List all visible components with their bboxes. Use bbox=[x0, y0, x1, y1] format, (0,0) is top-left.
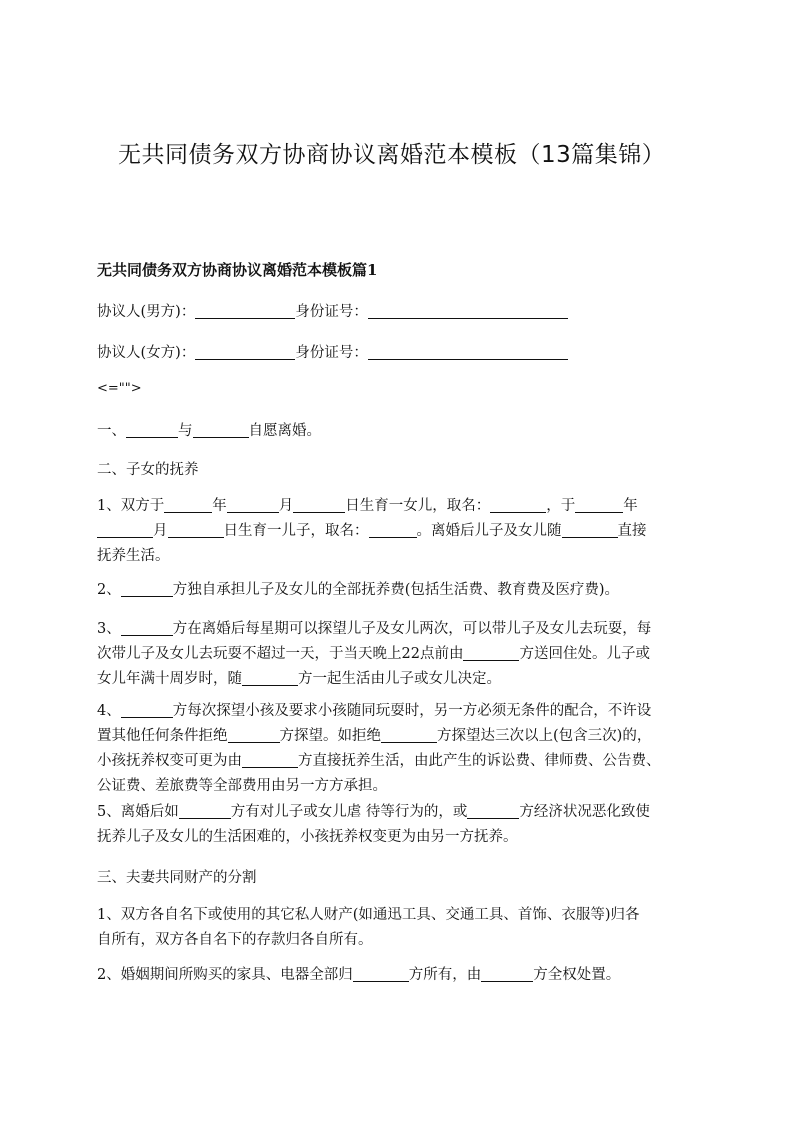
party-female-name-blank bbox=[195, 344, 295, 360]
blank bbox=[126, 422, 178, 438]
text: 方探望。如拒绝 bbox=[279, 728, 381, 744]
section-title: 无共同债务双方协商协议离婚范本模板篇1 bbox=[97, 261, 378, 279]
item-1 bbox=[97, 419, 709, 444]
blank bbox=[369, 522, 417, 538]
party-male-id-label: 身份证号： bbox=[295, 304, 368, 320]
clause-3-line-1 bbox=[97, 617, 709, 642]
party-female-id-label: 身份证号： bbox=[295, 345, 368, 361]
blank bbox=[575, 497, 623, 513]
party-female-label: 协议人(女方)： bbox=[97, 345, 196, 361]
property-1-line-2: 自所有，双方各自名下的存款归各自所有。 bbox=[97, 932, 373, 948]
text: 月 bbox=[278, 498, 294, 514]
text: 方在离婚后每星期可以探望儿子及女儿两次，可以带儿子及女儿去玩耍，每 bbox=[172, 621, 652, 637]
clause-3 bbox=[97, 617, 709, 692]
blank bbox=[121, 620, 173, 636]
clause-5 bbox=[97, 800, 709, 850]
blank bbox=[227, 497, 279, 513]
blank bbox=[97, 522, 153, 538]
text: 方有对儿子或女儿虐 待等行为的，或 bbox=[230, 804, 468, 820]
text: 5、离婚后如 bbox=[97, 804, 179, 820]
blank bbox=[467, 803, 519, 819]
clause-2 bbox=[97, 578, 709, 603]
text: 女儿年满十周岁时，随 bbox=[97, 671, 242, 687]
property-1 bbox=[97, 903, 709, 953]
item-1-mid: 与 bbox=[178, 423, 193, 439]
item-1-suffix: 自愿离婚。 bbox=[248, 423, 321, 439]
text: 次带儿子及女儿去玩耍不超过一天，于当天晚上22点前由 bbox=[97, 646, 464, 662]
clause-3-line-2 bbox=[97, 642, 709, 667]
clause-3-line-3 bbox=[97, 667, 709, 692]
text: 方全权处置。 bbox=[533, 967, 621, 983]
property-1-line-1: 1、双方各自名下或使用的其它私人财产(如通迅工具、交通工具、首饰、衣服等)归各 bbox=[97, 907, 640, 923]
party-male-id-blank bbox=[368, 303, 568, 319]
text: 直接 bbox=[617, 523, 647, 539]
blank bbox=[242, 670, 298, 686]
text: 方送回住处。儿子或 bbox=[519, 646, 650, 662]
text: 。离婚后儿子及女儿随 bbox=[416, 523, 562, 539]
blank bbox=[490, 497, 546, 513]
blank bbox=[193, 422, 249, 438]
text: 方一起生活由儿子或女儿决定。 bbox=[298, 671, 501, 687]
clause-1 bbox=[97, 494, 709, 569]
text: 年 bbox=[212, 498, 227, 514]
blank bbox=[381, 727, 437, 743]
clause-1-line-3: 抚养生活。 bbox=[97, 548, 170, 564]
text: 4、 bbox=[97, 703, 121, 719]
stray-markup: <=""> bbox=[97, 381, 142, 396]
clause-4-line-1 bbox=[97, 699, 709, 724]
clause-4 bbox=[97, 699, 709, 799]
blank bbox=[463, 645, 519, 661]
text: 3、 bbox=[97, 621, 121, 637]
clause-5-line-2: 抚养儿子及女儿的生活困难的，小孩抚养权变更为由另一方抚养。 bbox=[97, 829, 518, 845]
blank bbox=[121, 702, 173, 718]
blank bbox=[293, 497, 345, 513]
blank bbox=[179, 803, 231, 819]
text: 方每次探望小孩及要求小孩随同玩耍时，另一方必须无条件的配合，不许设 bbox=[172, 703, 652, 719]
party-female-line bbox=[97, 341, 709, 366]
clause-4-line-4: 公证费、差旅费等全部费用由另一方方承担。 bbox=[97, 778, 387, 794]
text: 2、婚姻期间所购买的家具、电器全部归 bbox=[97, 967, 353, 983]
text: 年 bbox=[623, 498, 638, 514]
clause-5-line-1 bbox=[97, 800, 709, 825]
text: 1、双方于 bbox=[97, 498, 165, 514]
blank bbox=[562, 522, 618, 538]
blank bbox=[228, 727, 280, 743]
heading-3: 三、夫妻共同财产的分割 bbox=[97, 870, 257, 886]
property-2 bbox=[97, 963, 709, 988]
blank bbox=[353, 966, 409, 982]
item-1-prefix: 一、 bbox=[97, 423, 126, 439]
text: 方经济状况恶化致使 bbox=[519, 804, 650, 820]
text: 日生育一儿子，取名： bbox=[223, 523, 369, 539]
text: 月 bbox=[153, 523, 168, 539]
text: 方所有，由 bbox=[408, 967, 482, 983]
text: 方独自承担儿子及女儿的全部抚养费(包括生活费、教育费及医疗费)。 bbox=[172, 582, 620, 598]
party-male-line bbox=[97, 300, 709, 325]
clause-1-line-1 bbox=[97, 494, 709, 519]
text: 2、 bbox=[97, 582, 121, 598]
text: 方直接抚养生活，由此产生的诉讼费、律师费、公告费、 bbox=[298, 753, 661, 769]
party-female-id-blank bbox=[368, 344, 568, 360]
blank bbox=[242, 752, 298, 768]
clause-1-line-2 bbox=[97, 519, 709, 544]
document-title: 无共同债务双方协商协议离婚范本模板（13篇集锦） bbox=[118, 142, 666, 168]
blank bbox=[481, 966, 533, 982]
text: ，于 bbox=[546, 498, 576, 514]
text: 置其他任何条件拒绝 bbox=[97, 728, 228, 744]
blank bbox=[168, 522, 224, 538]
clause-4-line-3 bbox=[97, 749, 709, 774]
clause-4-line-2 bbox=[97, 724, 709, 749]
text: 小孩抚养权变可更为由 bbox=[97, 753, 242, 769]
text: 方探望达三次以上(包含三次)的， bbox=[437, 728, 652, 744]
blank bbox=[121, 581, 173, 597]
party-male-label: 协议人(男方)： bbox=[97, 304, 196, 320]
heading-2: 二、子女的抚养 bbox=[97, 462, 199, 478]
blank bbox=[164, 497, 212, 513]
party-male-name-blank bbox=[195, 303, 295, 319]
text: 日生育一女儿，取名： bbox=[345, 498, 491, 514]
